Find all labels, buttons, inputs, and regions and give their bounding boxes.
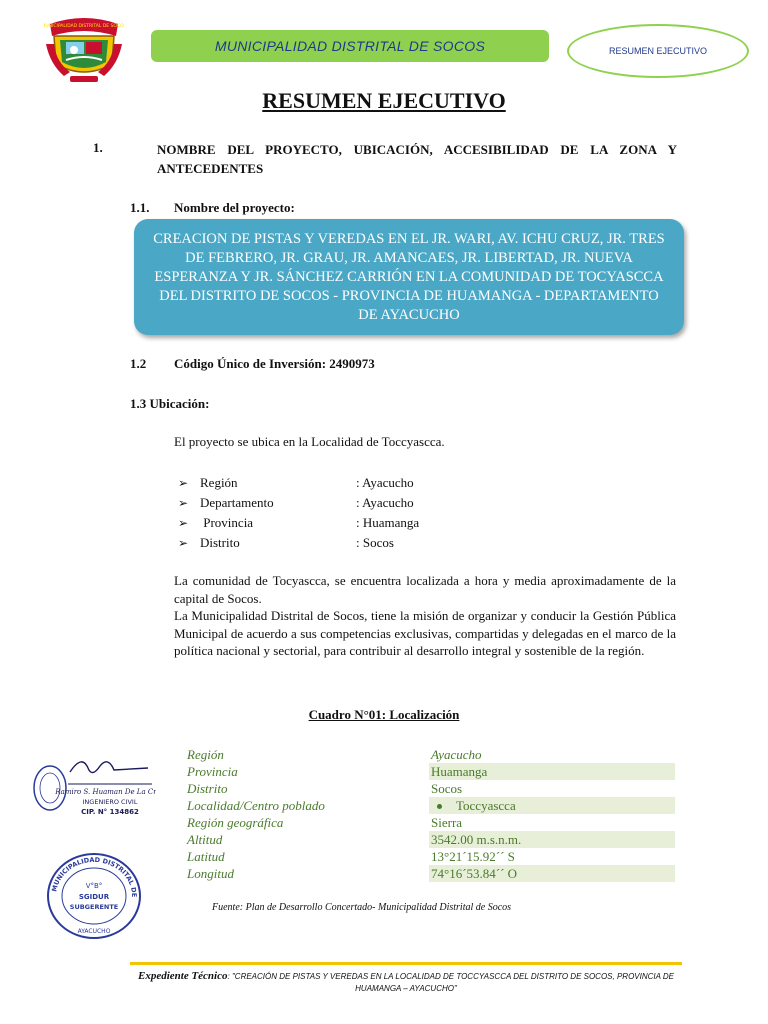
section-1-1-label: Nombre del proyecto: xyxy=(174,200,295,215)
section-1-heading: NOMBRE DEL PROYECTO, UBICACIÓN, ACCESIBILIDAD DE LA ZONA Y ANTECEDENTES xyxy=(157,142,677,176)
engineer-stamp xyxy=(30,752,156,822)
list-item-value: : Ayacucho xyxy=(356,475,414,490)
municipality-banner xyxy=(151,30,549,62)
table-cell-key: Distrito xyxy=(187,781,228,796)
table-cell-key: Longitud xyxy=(187,866,234,881)
table-source: Fuente: Plan de Desarrollo Concertado- Municipalidad Distrital de Socos xyxy=(212,902,512,913)
table-cell-value: 3542.00 m.s.n.m. xyxy=(429,831,675,848)
table-cell-value-text: Toccyascca xyxy=(456,798,516,813)
table-cell-value: 74°16´53.84´´ O xyxy=(429,865,675,882)
table-cell-value xyxy=(429,797,675,814)
table-caption: Cuadro N°01: Localización xyxy=(308,707,460,722)
paragraph-mission: La Municipalidad Distrital de Socos, tiene la misión de organizar y conducir la Gestión Pública Municipal de acuerdo a sus competencias exclusivas, compartidas y delegadas en el marco de la política nacional y sectorial, para contribuir al desarrollo integral y sostenible de la región. xyxy=(174,608,676,658)
bullet-icon xyxy=(437,804,442,809)
table-row xyxy=(185,865,675,882)
arrow-bullet-icon: ➢ xyxy=(178,475,189,490)
arrow-bullet-icon: ➢ xyxy=(178,535,189,550)
table-cell-key: Localidad/Centro poblado xyxy=(187,798,325,813)
list-item xyxy=(178,473,419,493)
municipality-logo xyxy=(44,14,124,86)
location-description xyxy=(174,572,676,660)
page-title: RESUMEN EJECUTIVO xyxy=(262,88,506,113)
arrow-bullet-icon: ➢ xyxy=(178,515,189,530)
table-cell-key: Provincia xyxy=(187,764,238,779)
table-row xyxy=(185,780,675,797)
list-item-value: : Ayacucho xyxy=(356,495,414,510)
engineer-title: INGENIERO CIVIL xyxy=(82,798,138,806)
table-row xyxy=(185,814,675,831)
section-1-number: 1. xyxy=(93,140,103,155)
footer xyxy=(130,970,682,995)
project-name-text: CREACION DE PISTAS Y VEREDAS EN EL JR. WARI, AV. ICHU CRUZ, JR. TRES DE FEBRERO, JR. GRAU, JR. AMANCAES, JR. LIBERTAD, JR. NUEVA ESPERANZA Y JR. SÁNCHEZ CARRIÓN EN LA COMUNIDAD DE TOCYASCCA DEL DISTRITO DE SOCOS - PROVINCIA DE HUAMANGA - DEPARTAMENTO DE AYACUCHO xyxy=(153,230,665,323)
list-item-key: Distrito xyxy=(200,535,240,550)
engineer-cip: CIP. N° 134862 xyxy=(81,808,139,816)
list-item-value: : Huamanga xyxy=(356,515,420,530)
footer-rule xyxy=(130,962,682,965)
seal-center-1: V°B° xyxy=(85,882,103,890)
location-intro: El proyecto se ubica en la Localidad de Toccyascca. xyxy=(174,434,445,449)
seal-center-2: SGIDUR xyxy=(78,893,110,901)
section-1-3-label: 1.3 Ubicación: xyxy=(130,396,210,411)
paragraph-community: La comunidad de Tocyascca, se encuentra localizada a hora y media aproximadamente de la capital de Socos. xyxy=(174,573,676,606)
engineer-name: Ramiro S. Huaman De La Cruz xyxy=(55,788,156,796)
footer-text: : "CREACIÓN DE PISTAS Y VEREDAS EN LA LOCALIDAD DE TOCCYASCCA DEL DISTRITO DE SOCOS, PROVINCIA DE HUAMANGA – AYACUCHO" xyxy=(227,972,675,993)
table-row xyxy=(185,746,675,763)
section-1-2-label: Código Único de Inversión: 2490973 xyxy=(174,356,375,371)
table-cell-value: Huamanga xyxy=(429,763,675,780)
table-row xyxy=(185,848,675,865)
table-cell-key: Latitud xyxy=(187,849,225,864)
table-cell-value: Sierra xyxy=(431,815,463,830)
section-1-1-number: 1.1. xyxy=(130,200,150,215)
seal-center-3: SUBGERENTE xyxy=(69,903,119,911)
section-tag xyxy=(567,24,749,78)
list-item-value: : Socos xyxy=(356,535,394,550)
list-item xyxy=(178,533,419,553)
table-cell-key: Región geográfica xyxy=(187,815,284,830)
location-list xyxy=(178,473,419,553)
list-item-key: Región xyxy=(200,475,238,490)
table-cell-key: Altitud xyxy=(187,832,223,847)
table-cell-key: Región xyxy=(187,747,224,762)
seal-ring-text xyxy=(44,850,138,897)
section-tag-text: RESUMEN EJECUTIVO xyxy=(608,46,707,56)
location-table xyxy=(185,746,675,882)
list-item-key: Provincia xyxy=(200,515,254,530)
table-cell-value: Ayacucho xyxy=(431,747,482,762)
banner-text: MUNICIPALIDAD DISTRITAL DE SOCOS xyxy=(214,38,486,54)
list-item-key: Departamento xyxy=(200,495,274,510)
logo-lettering: MUNICIPALIDAD DISTRITAL DE SOCOS xyxy=(44,24,124,29)
table-cell-value: 13°21´15.92´´ S xyxy=(431,849,515,864)
footer-lead: Expediente Técnico xyxy=(137,970,228,982)
section-1-2-number: 1.2 xyxy=(130,356,147,371)
table-row xyxy=(185,797,675,814)
arrow-bullet-icon: ➢ xyxy=(178,495,189,510)
table-row xyxy=(185,831,675,848)
table-cell-value: Socos xyxy=(431,781,463,796)
seal-bottom-text: AYACUCHO xyxy=(77,928,111,935)
municipal-seal xyxy=(44,850,144,942)
list-item xyxy=(178,513,419,533)
list-item xyxy=(178,493,419,513)
seal-ring-path-text: MUNICIPALIDAD DISTRITAL DE xyxy=(50,855,139,898)
table-row xyxy=(185,763,675,780)
project-name-box xyxy=(134,219,684,335)
